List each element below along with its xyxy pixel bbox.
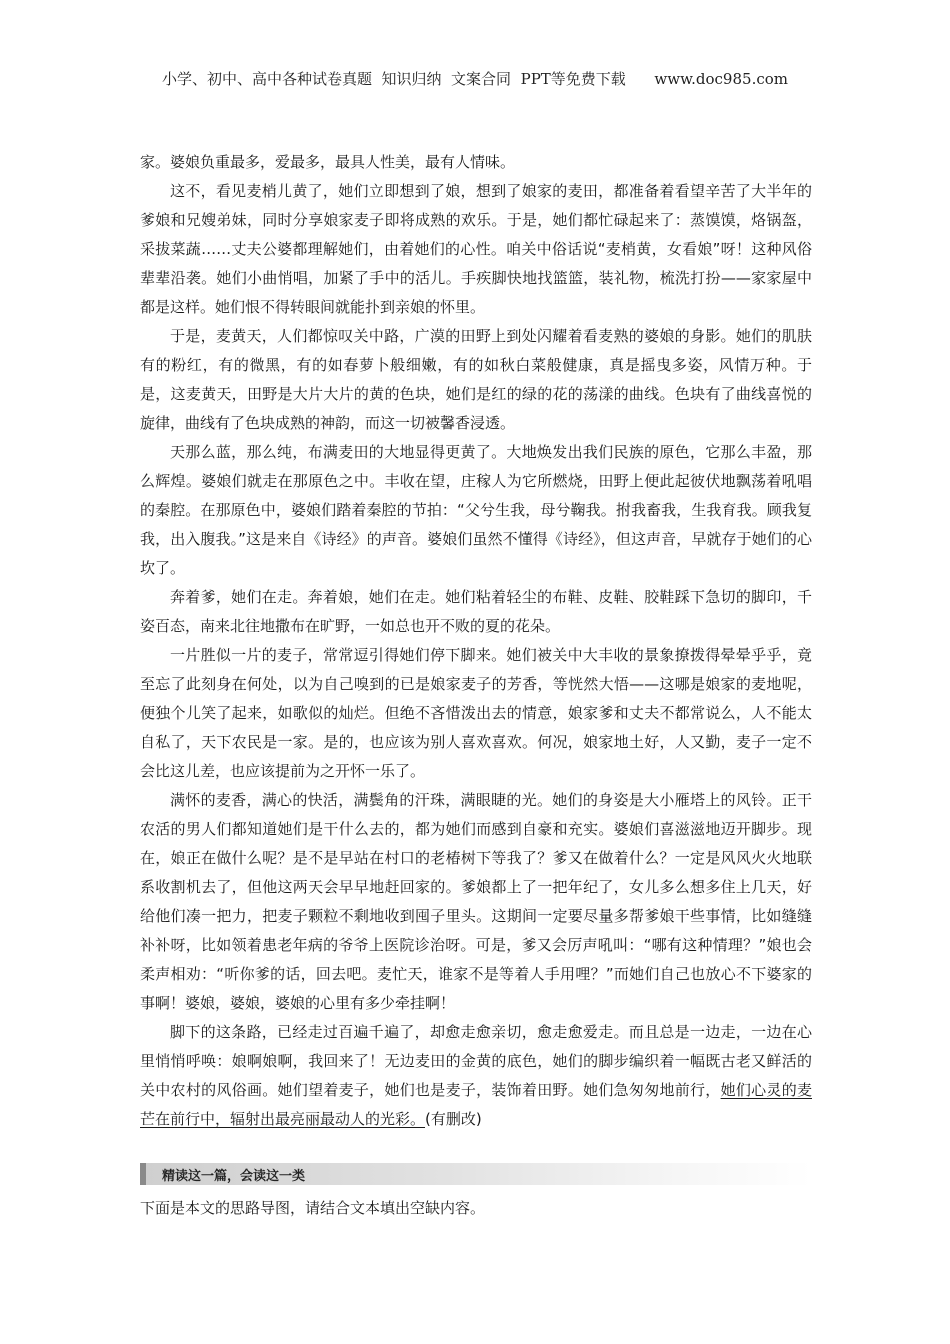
paragraph-3: 天那么蓝，那么纯，布满麦田的大地显得更黄了。大地焕发出我们民族的原色，它那么丰盈，那么辉煌。婆娘们就走在那原色之中。丰收在望，庄稼人为它所燃烧，田野上便此起彼伏地飘荡着吼唱的秦腔。在那原色中，婆娘们踏着秦腔的节拍：“父兮生我，母兮鞠我。拊我畜我，生我育我。顾我复我，出入腹我。”这是来自《诗经》的声音。婆娘们虽然不懂得《诗经》，但这声音，早就存于她们的心坎了。: [140, 443, 812, 577]
paragraph-2: 于是，麦黄天，人们都惊叹关中路，广漠的田野上到处闪耀着看麦熟的婆娘的身影。她们的肌肤有的粉红，有的微黑，有的如春萝卜般细嫩，有的如秋白菜般健康，真是摇曳多姿，风情万种。于是，这麦黄天，田野是大片大片的黄的色块，她们是红的绿的花的荡漾的曲线。色块有了曲线喜悦的旋律，曲线有了色块成熟的神韵，而这一切被馨香浸透。: [140, 327, 812, 432]
source-note: (有删改): [425, 1110, 482, 1128]
paragraph-7-text: 脚下的这条路，已经走过百遍千遍了，却愈走愈亲切，愈走愈爱走。而且总是一边走，一边在心里悄悄呼唤：娘啊娘啊，我回来了！无边麦田的金黄的底色，她们的脚步编织着一幅既古老又鲜活的关中农村的风俗画。她们望着麦子，她们也是麦子，装饰着田野。她们急匆匆地前行，: [140, 1023, 812, 1099]
page-header: 小学、初中、高中各种试卷真题 知识归纳 文案合同 PPT等免费下载 www.doc985.com: [161, 70, 788, 88]
question-instruction: 下面是本文的思路导图，请结合文本填出空缺内容。: [140, 1199, 486, 1217]
paragraph-0: 家。婆娘负重最多，爱最多，最具人性美，最有人情味。: [140, 153, 516, 171]
underlined-sentence: 她们心灵的麦芒在前行中，辐射出最亮丽最动人的光彩。: [140, 1081, 812, 1128]
paragraph-5: 一片胜似一片的麦子，常常逗引得她们停下脚来。她们被关中大丰收的景象撩拨得晕晕乎乎，竟至忘了此刻身在何处，以为自己嗅到的已是娘家麦子的芳香，等恍然大悟——这哪是娘家的麦地呢，便独个儿笑了起来，如歌似的灿烂。但绝不吝惜泼出去的情意，娘家爹和丈夫不都常说么，人不能太自私了，天下农民是一家。是的，也应该为别人喜欢喜欢。何况，娘家地土好，人又勤，麦子一定不会比这儿差，也应该提前为之开怀一乐了。: [140, 646, 812, 780]
paragraph-7: [140, 1018, 812, 1134]
paragraph-6: 满怀的麦香，满心的快活，满鬓角的汗珠，满眼睫的光。她们的身姿是大小雁塔上的风铃。正干农活的男人们都知道她们是干什么去的，都为她们而感到自豪和充实。婆娘们喜滋滋地迈开脚步。现在，娘正在做什么呢？是不是早站在村口的老椿树下等我了？爹又在做着什么？一定是风风火火地联系收割机去了，但他这两天会早早地赶回家的。爹娘都上了一把年纪了，女儿多么想多住上几天，好给他们凑一把力，把麦子颗粒不剩地收到囤子里头。这期间一定要尽量多帮爹娘干些事情，比如缝缝补补呀，比如领着患老年病的爷爷上医院诊治呀。可是，爹又会厉声吼叫：“哪有这种情理？”娘也会柔声相劝：“听你爹的话，回去吧。麦忙天，谁家不是等着人手用哩？”而她们自己也放心不下婆家的事啊！婆娘，婆娘，婆娘的心里有多少牵挂啊！: [140, 791, 812, 1012]
paragraph-1: 这不，看见麦梢儿黄了，她们立即想到了娘，想到了娘家的麦田，都准备着看望辛苦了大半年的爹娘和兄嫂弟妹，同时分享娘家麦子即将成熟的欢乐。于是，她们都忙碌起来了：蒸馍馍，烙锅盔，采拔菜蔬……丈夫公婆都理解她们，由着她们的心性。咱关中俗话说“麦梢黄，女看娘”呀！这种风俗辈辈沿袭。她们小曲悄唱，加紧了手中的活儿。手疾脚快地找篮篮，装礼物，梳洗打扮——家家屋中都是这样。她们恨不得转眼间就能扑到亲娘的怀里。: [140, 182, 812, 316]
section-title: 精读这一篇，会读这一类: [162, 1169, 306, 1184]
paragraph-4: 奔着爹，她们在走。奔着娘，她们在走。她们粘着轻尘的布鞋、皮鞋、胶鞋踩下急切的脚印，千姿百态，南来北往地撒布在旷野，一如总也开不败的夏的花朵。: [140, 588, 812, 635]
section-banner: [140, 1163, 812, 1185]
article-body: [140, 148, 812, 1134]
